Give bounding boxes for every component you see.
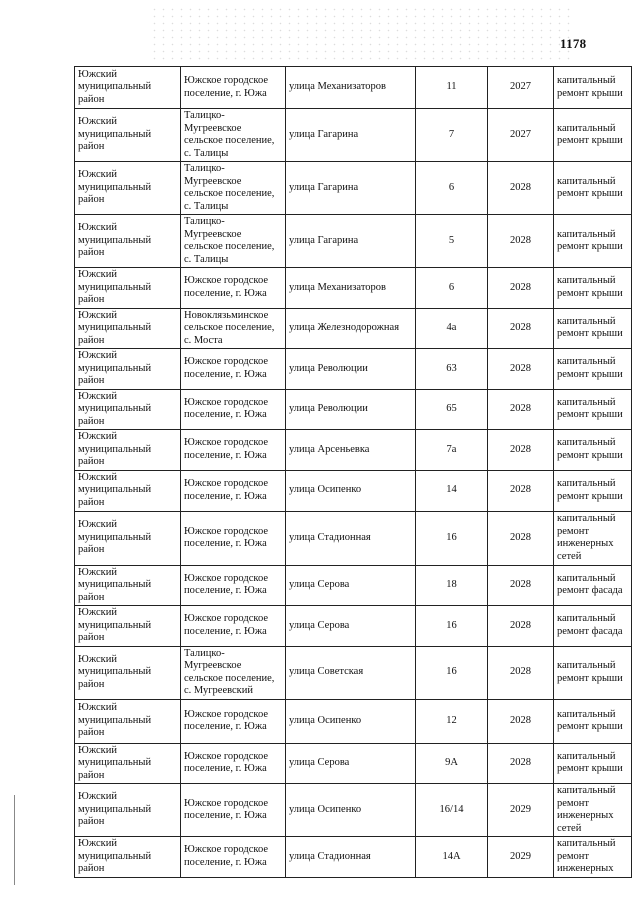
house-number-cell: 4а [416,308,488,349]
settlement-cell: Талицко-Мугреевское сельское поселение, с. Талицы [181,215,286,268]
district-cell: Южский муниципальный район [75,470,181,511]
district-cell: Южский муниципальный район [75,430,181,471]
work-type-cell: капитальный ремонт крыши [554,67,632,109]
street-cell: улица Революции [286,349,416,390]
house-number-cell: 63 [416,349,488,390]
table-row [75,389,632,430]
year-cell: 2028 [488,389,554,430]
table-body [75,67,632,878]
year-cell: 2028 [488,743,554,784]
house-number-cell: 6 [416,162,488,215]
house-number-cell: 65 [416,389,488,430]
house-number-cell: 14 [416,470,488,511]
settlement-cell: Новоклязьминское сельское поселение, с. Моста [181,308,286,349]
work-type-cell: капитальный ремонт крыши [554,349,632,390]
settlement-cell: Южское городское поселение, г. Южа [181,837,286,878]
work-type-cell: капитальный ремонт крыши [554,646,632,699]
street-cell: улица Стадионная [286,837,416,878]
house-number-cell: 16 [416,511,488,565]
capital-repair-table [74,66,632,878]
settlement-cell: Южское городское поселение, г. Южа [181,470,286,511]
district-cell: Южский муниципальный район [75,699,181,743]
year-cell: 2028 [488,646,554,699]
house-number-cell: 7 [416,109,488,162]
work-type-cell: капитальный ремонт инженерных сетей [554,784,632,837]
house-number-cell: 12 [416,699,488,743]
work-type-cell: капитальный ремонт крыши [554,470,632,511]
street-cell: улица Гагарина [286,162,416,215]
house-number-cell: 6 [416,268,488,309]
settlement-cell: Южское городское поселение, г. Южа [181,699,286,743]
year-cell: 2028 [488,511,554,565]
street-cell: улица Советская [286,646,416,699]
work-type-cell: капитальный ремонт крыши [554,743,632,784]
district-cell: Южский муниципальный район [75,784,181,837]
work-type-cell: капитальный ремонт фасада [554,565,632,606]
table-row [75,699,632,743]
street-cell: улица Гагарина [286,215,416,268]
year-cell: 2028 [488,349,554,390]
table-row [75,162,632,215]
table-row [75,784,632,837]
year-cell: 2029 [488,784,554,837]
house-number-cell: 14А [416,837,488,878]
table-row [75,565,632,606]
year-cell: 2028 [488,268,554,309]
settlement-cell: Южское городское поселение, г. Южа [181,784,286,837]
settlement-cell: Южское городское поселение, г. Южа [181,389,286,430]
district-cell: Южский муниципальный район [75,389,181,430]
settlement-cell: Южское городское поселение, г. Южа [181,67,286,109]
district-cell: Южский муниципальный район [75,308,181,349]
work-type-cell: капитальный ремонт крыши [554,699,632,743]
settlement-cell: Талицко-Мугреевское сельское поселение, с. Талицы [181,162,286,215]
street-cell: улица Осипенко [286,470,416,511]
settlement-cell: Южское городское поселение, г. Южа [181,511,286,565]
district-cell: Южский муниципальный район [75,215,181,268]
settlement-cell: Талицко-Мугреевское сельское поселение, с. Талицы [181,109,286,162]
page-number: 1178 [560,36,587,51]
house-number-cell: 16 [416,606,488,647]
district-cell: Южский муниципальный район [75,67,181,109]
district-cell: Южский муниципальный район [75,109,181,162]
settlement-cell: Талицко-Мугреевское сельское поселение, с. Мугреевский [181,646,286,699]
table-row [75,606,632,647]
table-row [75,215,632,268]
house-number-cell: 5 [416,215,488,268]
year-cell: 2028 [488,215,554,268]
street-cell: улица Гагарина [286,109,416,162]
year-cell: 2027 [488,67,554,109]
district-cell: Южский муниципальный район [75,646,181,699]
year-cell: 2028 [488,430,554,471]
house-number-cell: 16 [416,646,488,699]
street-cell: улица Серова [286,565,416,606]
street-cell: улица Осипенко [286,784,416,837]
year-cell: 2027 [488,109,554,162]
work-type-cell: капитальный ремонт крыши [554,215,632,268]
work-type-cell: капитальный ремонт крыши [554,268,632,309]
district-cell: Южский муниципальный район [75,565,181,606]
street-cell: улица Серова [286,743,416,784]
work-type-cell: капитальный ремонт инженерных [554,837,632,878]
district-cell: Южский муниципальный район [75,837,181,878]
district-cell: Южский муниципальный район [75,743,181,784]
table-row [75,470,632,511]
year-cell: 2028 [488,308,554,349]
district-cell: Южский муниципальный район [75,511,181,565]
table-row [75,67,632,109]
settlement-cell: Южское городское поселение, г. Южа [181,606,286,647]
district-cell: Южский муниципальный район [75,606,181,647]
scan-edge-mark [14,795,17,885]
work-type-cell: капитальный ремонт крыши [554,430,632,471]
work-type-cell: капитальный ремонт крыши [554,162,632,215]
house-number-cell: 9А [416,743,488,784]
settlement-cell: Южское городское поселение, г. Южа [181,430,286,471]
settlement-cell: Южское городское поселение, г. Южа [181,743,286,784]
street-cell: улица Серова [286,606,416,647]
scan-noise [150,6,570,64]
street-cell: улица Осипенко [286,699,416,743]
table-row [75,511,632,565]
year-cell: 2028 [488,699,554,743]
year-cell: 2028 [488,470,554,511]
year-cell: 2029 [488,837,554,878]
house-number-cell: 16/14 [416,784,488,837]
table-row [75,308,632,349]
table-row [75,430,632,471]
street-cell: улица Революции [286,389,416,430]
year-cell: 2028 [488,606,554,647]
table-row [75,837,632,878]
year-cell: 2028 [488,565,554,606]
table-row [75,743,632,784]
work-type-cell: капитальный ремонт фасада [554,606,632,647]
table-row [75,109,632,162]
street-cell: улица Стадионная [286,511,416,565]
house-number-cell: 18 [416,565,488,606]
house-number-cell: 11 [416,67,488,109]
settlement-cell: Южское городское поселение, г. Южа [181,565,286,606]
work-type-cell: капитальный ремонт крыши [554,308,632,349]
house-number-cell: 7а [416,430,488,471]
settlement-cell: Южское городское поселение, г. Южа [181,268,286,309]
street-cell: улица Механизаторов [286,268,416,309]
table-row [75,646,632,699]
district-cell: Южский муниципальный район [75,162,181,215]
work-type-cell: капитальный ремонт крыши [554,109,632,162]
district-cell: Южский муниципальный район [75,268,181,309]
work-type-cell: капитальный ремонт инженерных сетей [554,511,632,565]
street-cell: улица Механизаторов [286,67,416,109]
work-type-cell: капитальный ремонт крыши [554,389,632,430]
street-cell: улица Арсеньевка [286,430,416,471]
street-cell: улица Железнодорожная [286,308,416,349]
table-row [75,268,632,309]
district-cell: Южский муниципальный район [75,349,181,390]
settlement-cell: Южское городское поселение, г. Южа [181,349,286,390]
year-cell: 2028 [488,162,554,215]
table-row [75,349,632,390]
